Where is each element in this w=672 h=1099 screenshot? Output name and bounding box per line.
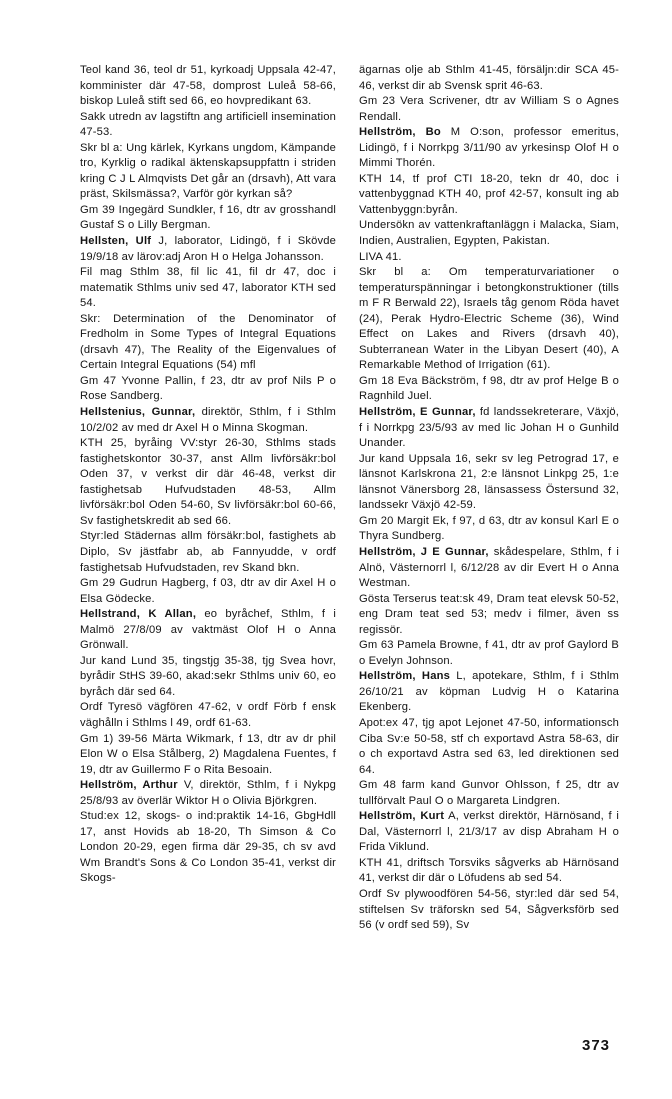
entry-text: Gm 18 Eva Bäckström, f 98, dtr av prof Helge B o Ragnhild Juel. xyxy=(359,374,619,403)
entry-text: Gm 48 farm kand Gunvor Ohlsson, f 25, dtr av tullförvalt Paul O o Margareta Lindgren. xyxy=(359,779,619,807)
entry-name: Hellstrand, K Allan, xyxy=(80,608,197,621)
entry-text: V, direktör, Sthlm, f i Nykpg 25/8/93 av överlär Wiktor H o Olivia Björkgren. xyxy=(80,779,337,807)
page-number: 373 xyxy=(582,1037,611,1054)
entry-text: Jur kand Lund 35, tingstjg 35-38, tjg Svea hovr, byrådir StHS 39-60, akad:sekr Sthlms univ 60, eo byråch där sed 64. xyxy=(80,654,336,698)
entry-name: Hellstenius, Gunnar, xyxy=(80,406,196,419)
biography-entry-heading xyxy=(359,125,619,172)
entry-text: LIVA 41. xyxy=(359,250,402,263)
entry-text: KTH 41, driftsch Torsviks sågverks ab Härnösand 41, verkst dir där o Löfudens ab sed 54. xyxy=(359,856,619,885)
entry-name: Hellström, J E Gunnar, xyxy=(359,545,489,558)
entry-name: Hellström, Hans xyxy=(359,670,451,683)
entry-text: eo byråchef, Sthlm, f i Malmö 27/8/09 av vaktmäst Olof H o Anna Grönwall. xyxy=(80,608,336,652)
entry-name: Hellström, Arthur xyxy=(80,779,178,792)
entry-text: Gm 63 Pamela Browne, f 41, dtr av prof Gaylord B o Evelyn Johnson. xyxy=(359,639,619,667)
biography-entry-heading xyxy=(80,778,336,809)
biography-paragraph xyxy=(80,110,336,141)
biography-paragraph xyxy=(359,452,619,514)
entry-text: Ordf Tyresö vägfören 47-62, v ordf Förb f ensk väghålln i Sthlms l 49, ordf 61-63. xyxy=(80,701,336,729)
biography-paragraph xyxy=(359,778,619,809)
biography-paragraph xyxy=(359,514,619,545)
entry-text: ägarnas olje ab Sthlm 41-45, försäljn:dir SCA 45-46, verkst dir ab Svensk sprit 46-63. xyxy=(359,64,619,92)
biography-entry-heading xyxy=(80,234,336,265)
biography-paragraph xyxy=(80,732,336,779)
left-column xyxy=(80,63,336,887)
entry-text: Gm 29 Gudrun Hagberg, f 03, dtr av dir Axel H o Elsa Gödecke. xyxy=(80,577,336,605)
entry-name: Hellsten, Ulf xyxy=(80,235,152,248)
biography-paragraph xyxy=(359,218,619,249)
entry-text: Jur kand Uppsala 16, sekr sv leg Petrograd 17, e länsnot Karlskrona 21, 2:e länsnot Linkpg 25, 1:e länsnot Vänersborg 28, länsassess Östersund 32, landssekr Växjö 42-59. xyxy=(359,452,619,512)
biography-paragraph xyxy=(80,809,336,887)
biography-entry-heading xyxy=(359,405,619,452)
biography-paragraph xyxy=(359,638,619,669)
biography-paragraph xyxy=(359,716,619,778)
biography-entry-heading xyxy=(80,405,336,436)
biography-paragraph xyxy=(80,436,336,529)
biography-paragraph xyxy=(80,529,336,576)
biography-entry-heading xyxy=(359,809,619,856)
biography-entry-heading xyxy=(80,607,336,654)
entry-text: A, verkst direktör, Härnösand, f i Dal, Västernorrl l, 21/3/17 av disp Abraham H o Frida Viklund. xyxy=(359,810,619,854)
entry-text: direktör, Sthlm, f i Sthlm 10/2/02 av med dr Axel H o Minna Skogman. xyxy=(80,406,336,434)
entry-text: L, apotekare, Sthlm, f i Sthlm 26/10/21 av köpman Ludvig H o Katarina Ekenberg. xyxy=(359,670,619,714)
entry-text: Gm 39 Ingegärd Sundkler, f 16, dtr av grosshandl Gustaf S o Lilly Bergman. xyxy=(80,203,336,232)
entry-text: Gösta Terserus teat:sk 49, Dram teat elevsk 50-52, eng Dram teat sed 53; medv i filmer, även ss regissör. xyxy=(359,592,619,636)
entry-text: skådespelare, Sthlm, f i Alnö, Västernorrl l, 6/12/28 av dir Evert H o Anna Westman. xyxy=(359,545,619,590)
biography-paragraph xyxy=(80,312,336,374)
entry-name: Hellström, E Gunnar, xyxy=(359,406,476,419)
entry-name: Hellström, Kurt xyxy=(359,810,445,823)
biography-entry-heading xyxy=(359,545,619,592)
biography-paragraph xyxy=(80,265,336,312)
entry-text: Gm 47 Yvonne Pallin, f 23, dtr av prof Nils P o Rose Sandberg. xyxy=(80,374,336,403)
entry-name: Hellström, Bo xyxy=(359,126,441,139)
entry-text: Skr bl a: Ung kärlek, Kyrkans ungdom, Kämpande tro, Kyrklig o radikal äktenskapsuppfattn i striden kring C J L Almqvists Det går an (drsavh), Att vara präst, Skilsmässa?, Varför gör kyrkan så? xyxy=(80,141,336,201)
biography-entry-heading xyxy=(359,669,619,716)
entry-text: M O:son, professor emeritus, Lidingö, f i Norrkpg 3/11/90 av yrkesinsp Olof H o Mimmi Thorén. xyxy=(359,126,619,170)
entry-text: Undersökn av vattenkraftanläggn i Malacka, Siam, Indien, Australien, Egypten, Pakistan. xyxy=(359,219,619,248)
entry-text: Styr:led Städernas allm försäkr:bol, fastighets ab Diplo, Sv jästfabr ab, ab Fannyudde, v ordf fastighetsab Hufvudstaden, rev Skand bkn. xyxy=(80,530,336,574)
entry-text: Gm 20 Margit Ek, f 97, d 63, dtr av konsul Karl E o Thyra Sundberg. xyxy=(359,514,619,543)
entry-text: Ordf Sv plywoodfören 54-56, styr:led där sed 54, stiftelsen Sv träforskn sed 54, Sågverksförb sed 56 (v ordf sed 59), Sv xyxy=(359,887,619,932)
entry-text: Stud:ex 12, skogs- o ind:praktik 14-16, GbgHdll 17, anst Hovids ab 18-20, Th Simson & Co London 20-29, egen firma där 29-35, ch sv avd Wm Brandt's Sons & Co London 35-41, verkst dir Skogs- xyxy=(80,810,336,885)
biography-paragraph xyxy=(80,63,336,110)
biography-paragraph xyxy=(80,576,336,607)
biography-paragraph xyxy=(359,94,619,125)
entry-text: Skr bl a: Om temperaturvariationer o temperaturspänningar i betongkonstruktioner (tills m F R Berwald 22), Israels tåg genom Röda havet (24), Perak Hydro-Electric Scheme (36), Wind Effect on Lakes and Rivers (drsavh 40), Subterranean Water in the Libyan Desert (40), A Remarkable Method of Irrigation (61). xyxy=(359,266,619,372)
biography-paragraph xyxy=(359,592,619,639)
biography-paragraph xyxy=(80,654,336,701)
entry-text: Gm 23 Vera Scrivener, dtr av William S o Agnes Rendall. xyxy=(359,95,619,123)
biography-paragraph xyxy=(359,856,619,887)
entry-text: Apot:ex 47, tjg apot Lejonet 47-50, informationsch Ciba Sv:e 50-58, stf ch exportavd Astra 58-63, dir o ch exportavd Astra sed 63, led direktionen sed 64. xyxy=(359,716,619,776)
biography-paragraph xyxy=(359,887,619,934)
biography-paragraph xyxy=(359,63,619,94)
entry-text: J, laborator, Lidingö, f i Skövde 19/9/18 av lärov:adj Aron H o Helga Johansson. xyxy=(80,235,336,263)
biography-paragraph xyxy=(359,265,619,374)
biography-paragraph xyxy=(80,374,336,405)
biography-paragraph xyxy=(80,141,336,203)
entry-text: KTH 14, tf prof CTI 18-20, tekn dr 40, doc i vattenbyggnad KTH 40, prof 42-57, konsult ing ab Vattenbyggn:byrån. xyxy=(359,172,619,216)
biography-paragraph xyxy=(359,172,619,219)
entry-text: Skr: Determination of the Denominator of Fredholm in Some Types of Integral Equations (drsavh 47), The Reality of the Eigenvalues of Certain Integral Equations (54) mfl xyxy=(80,312,336,372)
entry-text: KTH 25, byråing VV:styr 26-30, Sthlms stads fastighetskontor 30-37, anst Allm livförsäkr:bol Oden 37, v verkst dir där 46-48, verkst dir fastighetsab Hufvudstaden 48-53, Allm livförsäkr:bol Oden 54-60, Sv livförsäkr:bol 60-66, Sv fastighetskredit ab sed 66. xyxy=(80,437,336,527)
right-column xyxy=(359,63,619,934)
entry-text: Fil mag Sthlm 38, fil lic 41, fil dr 47, doc i matematik Sthlms univ sed 47, laborator KTH sed 54. xyxy=(80,266,336,310)
entry-text: Gm 1) 39-56 Märta Wikmark, f 13, dtr av dr phil Elon W o Elsa Stålberg, 2) Magdalena Fuentes, f 19, dtr av Guillermo F o Rita Besoain. xyxy=(80,732,336,776)
biography-paragraph xyxy=(80,203,336,234)
entry-text: Sakk utredn av lagstiftn ang artificiell insemination 47-53. xyxy=(80,110,336,139)
entry-text: fd landssekreterare, Växjö, f i Norrkpg 23/5/93 av med lic Johan H o Gunhild Unander. xyxy=(359,406,619,450)
entry-text: Teol kand 36, teol dr 51, kyrkoadj Uppsala 42-47, komminister där 47-58, domprost Luleå 58-66, biskop Luleå stift sed 66, eo hovpredikant 63. xyxy=(80,64,336,108)
biography-paragraph xyxy=(359,374,619,405)
biography-paragraph xyxy=(80,700,336,731)
biography-paragraph xyxy=(359,250,619,266)
